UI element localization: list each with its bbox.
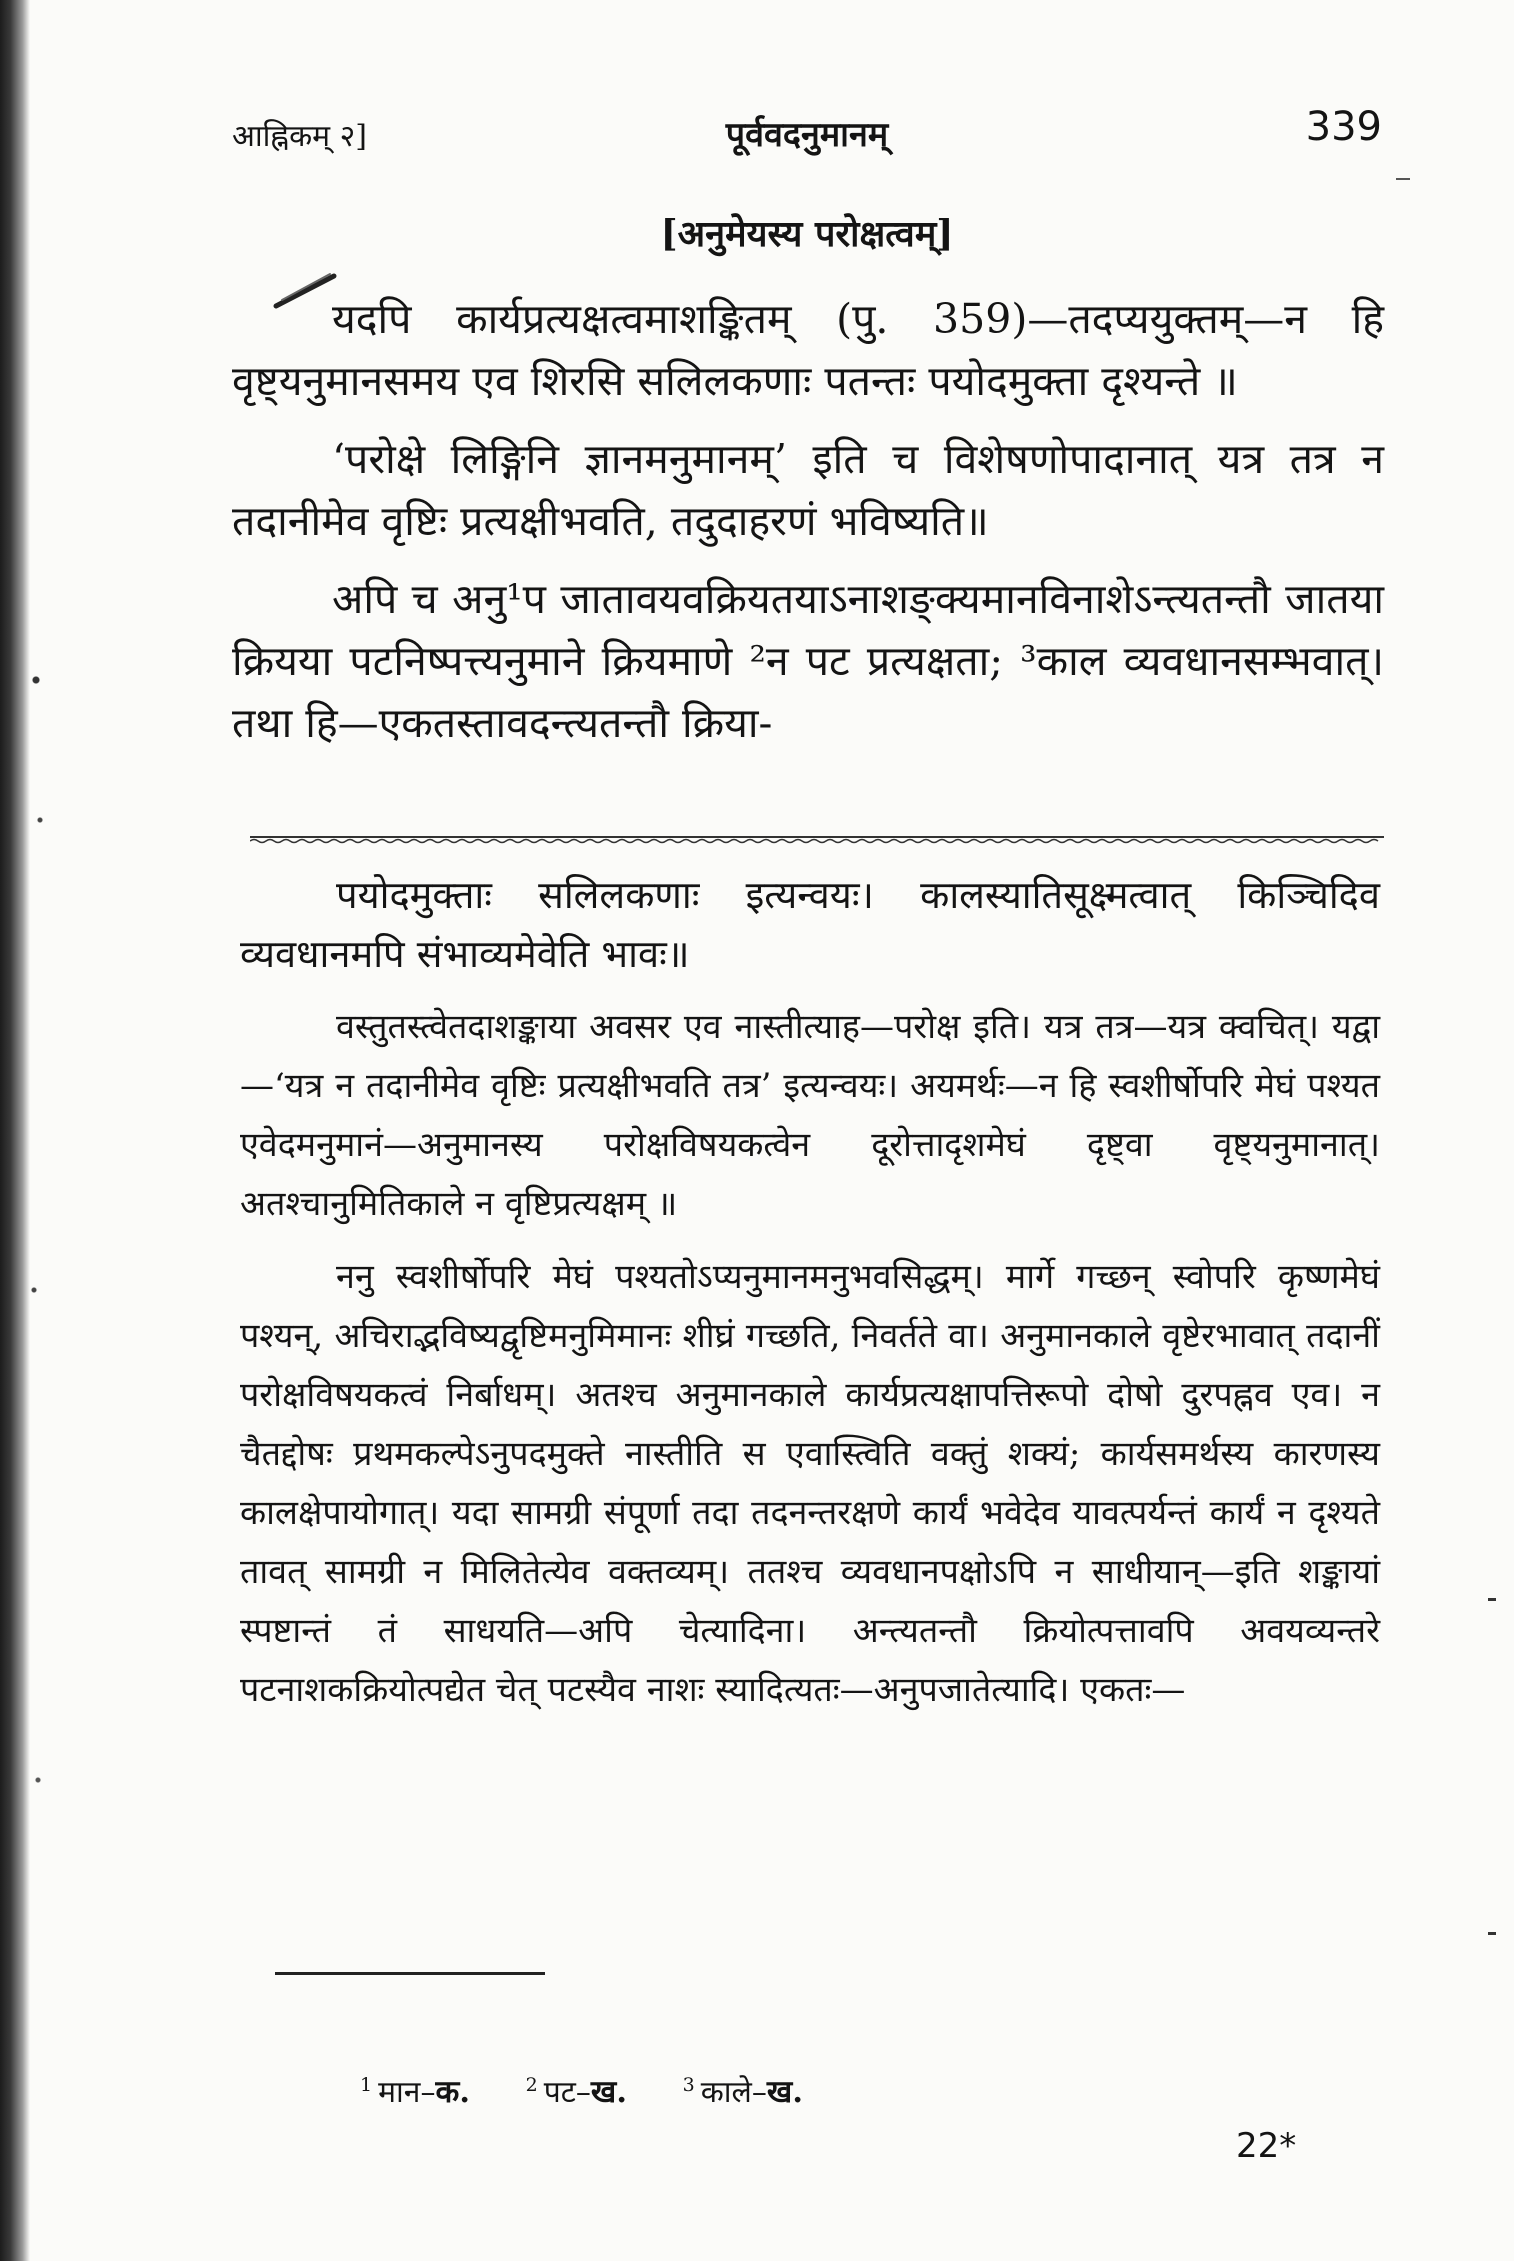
footnote-source: क. [435, 2074, 471, 2110]
commentary-paragraph-3: ननु स्वशीर्षोपरि मेघं पश्यतोऽप्यनुमानमनुभवसिद्धम्। मार्गे गच्छन् स्वोपरि कृष्णमेघं पश्यन्, अचिराद्भविष्यद्वृष्टिमनुमिमानः शीघ्रं गच्छति, निवर्तते वा। अनुमानकाले वृष्टेरभावात् तदानीं परोक्षविषयकत्वं निर्बाधम्। अतश्च अनुमानकाले कार्यप्रत्यक्षापत्तिरूपो दोषो दुरपह्नव एव। न चैतद्दोषः प्रथमकल्पेऽनुपदमुक्ते नास्तीति स एवास्त्विति वक्तुं शक्यं; कार्यसमर्थस्य कारणस्य कालक्षेपायोगात्। यदा सामग्री संपूर्णा तदा तदनन्तरक्षणे कार्यं भवेदेव यावत्पर्यन्तं कार्यं न दृश्यते तावत् सामग्री न मिलितेत्येव वक्तव्यम्। ततश्च व्यवधानपक्षोऽपि न साधीयान्—इति शङ्कायां स्पष्टान्तं तं साधयति—अपि चेत्यादिना। अन्त्यतन्तौ क्रियोत्पत्तावपि अवयव्यन्तरे पटनाशकक्रियोत्पद्येत चेत् पटस्यैव नाशः स्यादित्यतः—अनुपजातेत्यादि। एकतः— [240, 1257, 1380, 1710]
main-paragraph-2: ‘परोक्षे लिङ्गिनि ज्ञानमनुमानम्’ इति च विशेषणोपादानात् यत्र तत्र न तदानीमेव वृष्टिः प्रत्यक्षीभवति, तदुदाहरणं भविष्यति॥ [232, 435, 1384, 545]
header-chapter: आह्निकम् २] [232, 119, 367, 154]
divider-wave [250, 838, 1384, 844]
main-paragraph-3: अपि च अनु¹प जातावयवक्रियतयाऽनाशङ्क्यमानविनाशेऽन्त्यतन्तौ जातया क्रियया पटनिष्पत्त्यनुमाने क्रियमाणे ²न पट प्रत्यक्षता; ³काल व्यवधानसम्भवात्। तथा हि—एकतस्तावदन्त्यतन्तौ क्रिया- [232, 575, 1384, 747]
header-title: पूर्ववदनुमानम् [725, 115, 889, 155]
commentary-text [240, 866, 1380, 1734]
footnote-text: मान– [378, 2075, 436, 2110]
footnote-3 [683, 2075, 803, 2110]
edge-tick [1488, 1932, 1496, 1935]
footnotes [360, 2070, 849, 2112]
footnote-marker: 1 [360, 2074, 373, 2096]
margin-dash [1396, 178, 1410, 180]
footnote-marker: 3 [682, 2074, 695, 2096]
binding-shadow [0, 0, 30, 2261]
footnote-rule [275, 1972, 545, 1975]
footnote-source: ख. [766, 2074, 803, 2110]
commentary-paragraph-2: वस्तुतस्त्वेतदाशङ्काया अवसर एव नास्तीत्याह—परोक्ष इति। यत्र तत्र—यत्र क्वचित्। यद्वा—‘यत्र न तदानीमेव वृष्टिः प्रत्यक्षीभवति तत्र’ इत्यन्वयः। अयमर्थः—न हि स्वशीर्षोपरि मेघं पश्यत एवेदमनुमानं—अनुमानस्य परोक्षविषयकत्वेन दूरोत्तादृशमेघं दृष्ट्वा वृष्ट्यनुमानात्। अतश्चानुमितिकाले न वृष्टिप्रत्यक्षम् ॥ [240, 1007, 1380, 1224]
signature-mark: 22* [1236, 2126, 1297, 2166]
footnote-text: काले– [700, 2075, 767, 2110]
running-header [232, 104, 1382, 164]
footnote-marker: 2 [525, 2074, 538, 2096]
footnote-1 [360, 2075, 470, 2110]
footnote-2 [526, 2075, 627, 2110]
section-title: [अनुमेयस्य परोक्षत्वम्] [660, 213, 954, 255]
footnote-source: ख. [590, 2074, 628, 2110]
binding-specks [30, 0, 60, 2261]
commentary-paragraph-1: पयोदमुक्ताः सलिलकणाः इत्यन्वयः। कालस्यातिसूक्ष्मत्वात् किञ्चिदिव व्यवधानमपि संभाव्यमेवेति भावः॥ [240, 873, 1380, 976]
main-text [232, 288, 1384, 770]
edge-tick [1488, 1598, 1496, 1601]
page-number: 339 [1305, 104, 1382, 150]
main-paragraph-1: यदपि कार्यप्रत्यक्षत्वमाशङ्कितम् (पु. 359)—तदप्ययुक्तम्—न हि वृष्ट्यनुमानसमय एव शिरसि सलिलकणाः पतन्तः पयोदमुक्ता दृश्यन्ते ॥ [232, 295, 1384, 405]
footnote-text: पट– [543, 2075, 591, 2110]
